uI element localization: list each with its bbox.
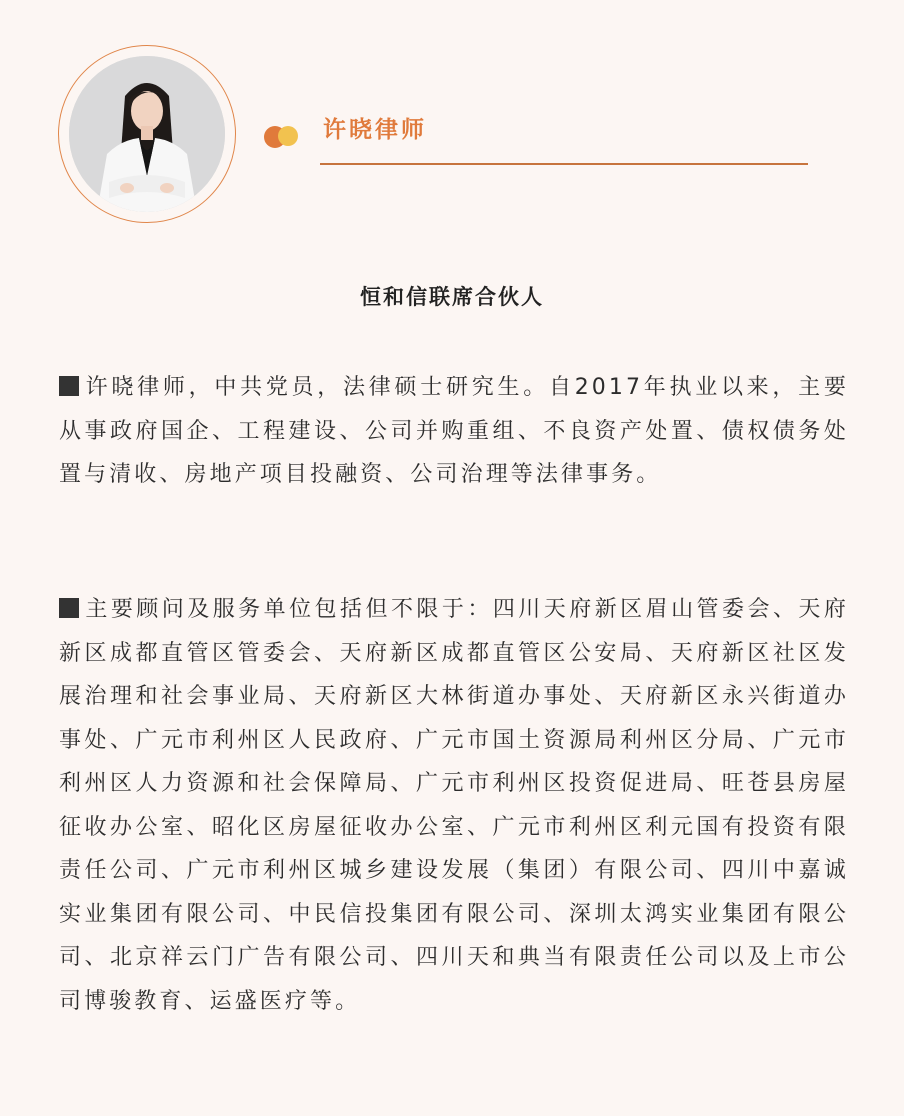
name-underline	[320, 163, 808, 165]
intro-paragraph	[59, 366, 849, 497]
black-square-icon	[59, 376, 79, 396]
intro-text: 许晓律师，中共党员，法律硕士研究生。自2017年执业以来，主要从事政府国企、工程建设、公司并购重组、不良资产处置、债权债务处置与清收、房地产项目投融资、公司治理等法律事务。	[59, 375, 849, 487]
clients-paragraph	[59, 588, 849, 1023]
decorative-circles-icon	[262, 123, 302, 151]
lawyer-title: 恒和信联席合伙人	[360, 285, 544, 309]
clients-text: 主要顾问及服务单位包括但不限于：四川天府新区眉山管委会、天府新区成都直管区管委会、天府新区成都直管区公安局、天府新区社区发展治理和社会事业局、天府新区大林街道办事处、天府新区永兴街道办事处、广元市利州区人民政府、广元市国土资源局利州区分局、广元市利州区人力资源和社会保障局、广元市利州区投资促进局、旺苍县房屋征收办公室、昭化区房屋征收办公室、广元市利州区利元国有投资有限责任公司、广元市利州区城乡建设发展（集团）有限公司、四川中嘉诚实业集团有限公司、中民信投集团有限公司、深圳太鸿实业集团有限公司、北京祥云门广告有限公司、四川天和典当有限责任公司以及上市公司博骏教育、运盛医疗等。	[59, 597, 849, 1014]
portrait-illustration	[69, 56, 225, 212]
lawyer-name: 许晓律师	[323, 117, 427, 143]
avatar	[69, 56, 225, 212]
black-square-icon	[59, 598, 79, 618]
